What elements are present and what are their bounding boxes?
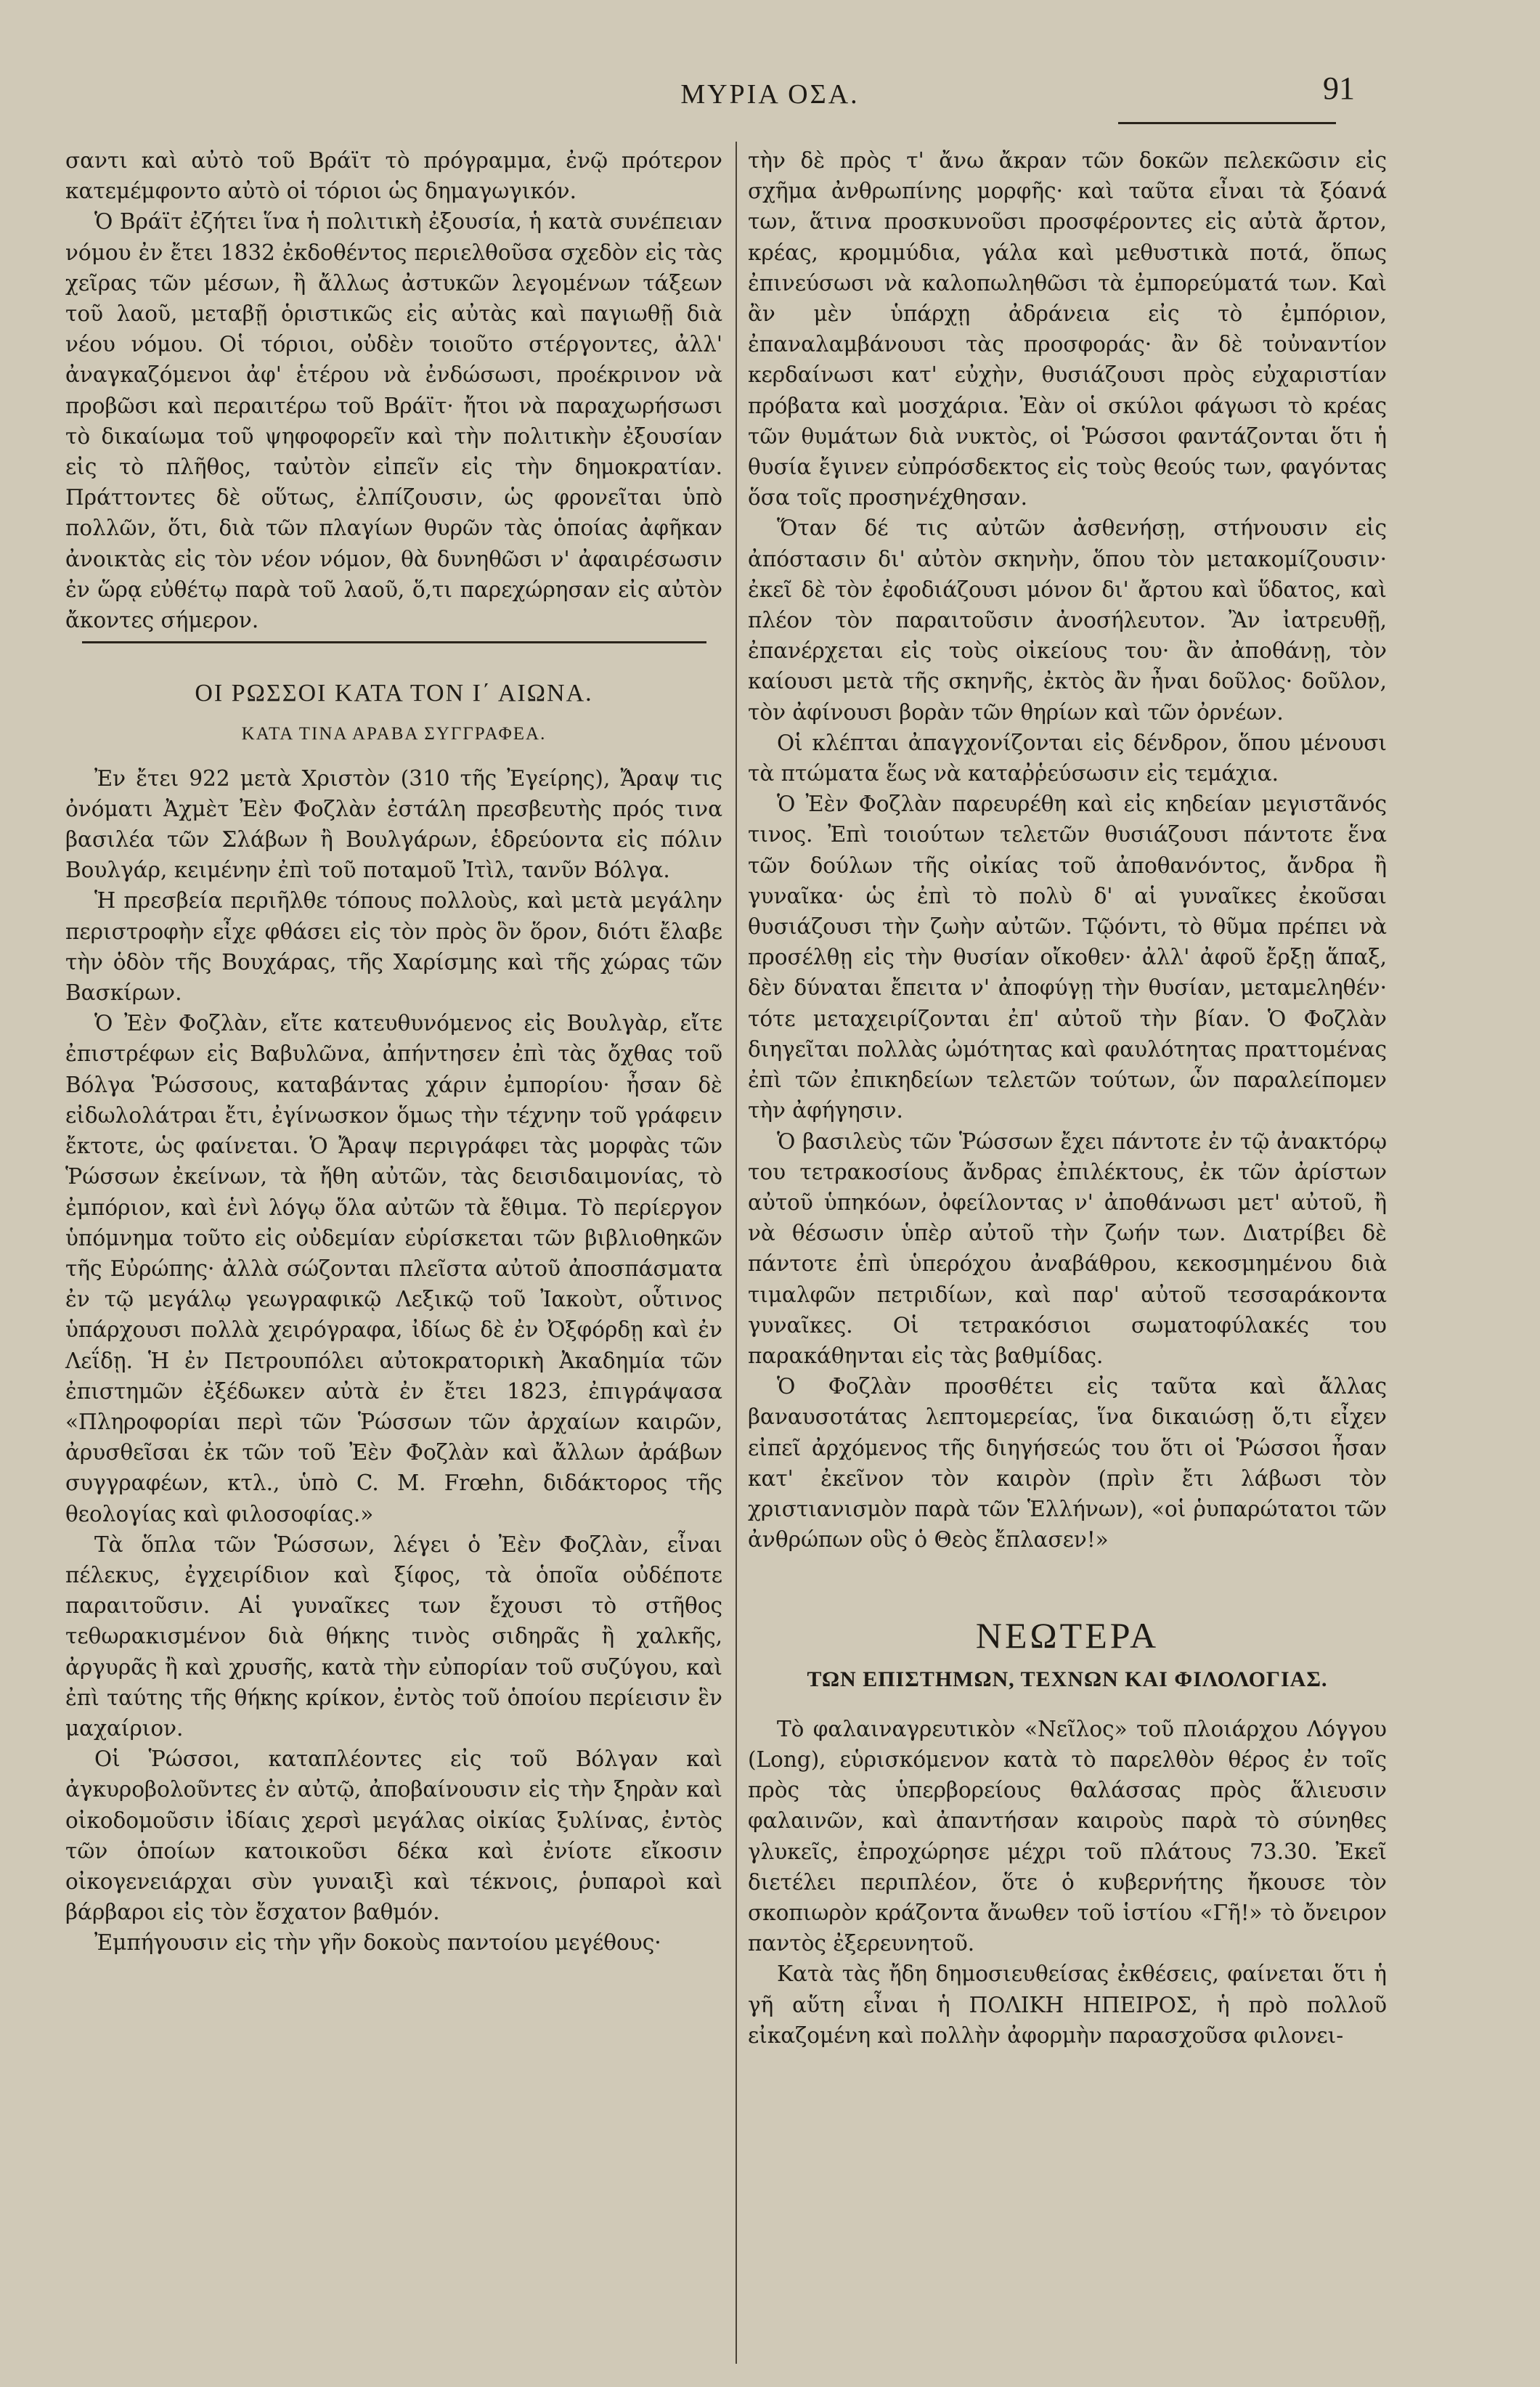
section-subtitle-news: ΤΩΝ ΕΠΙΣΤΗΜΩΝ, ΤΕΧΝΩΝ ΚΑΙ ΦΙΛΟΛΟΓΙΑΣ.	[807, 1667, 1328, 1691]
paragraph: Οἱ κλέπται ἀπαγχονίζονται εἰς δένδρον, ὅπου μένουσι τὰ πτώματα ἕως νὰ καταῤῥεύσωσιν εἰς τεμάχια.	[748, 730, 1387, 786]
paragraph: Κατὰ τὰς ἤδη δημοσιευθείσας ἐκθέσεις, φαίνεται ὅτι ἡ γῆ αὕτη εἶναι ἡ ΠΟΛΙΚΗ ΗΠΕΙΡΟΣ, ἡ πρὸ πολλοῦ εἰκαζομένη καὶ πολλὴν ἀφορμὴν παρασχοῦσα φιλονει-	[748, 1961, 1387, 2048]
section-title-news: ΝΕΩΤΕΡΑ	[975, 1615, 1160, 1656]
running-header-title: ΜΥΡΙΑ ΟΣΑ.	[680, 79, 860, 110]
left-column	[65, 145, 722, 1959]
section-title-russians: ΟΙ ΡΩΣΣΟΙ ΚΑΤΑ ΤΟΝ Ι΄ ΑΙΩΝΑ.	[195, 680, 593, 707]
paragraph: Οἱ Ῥώσσοι, καταπλέοντες εἰς τοῦ Βόλγαν καὶ ἀγκυροβολοῦντες ἐν αὐτῷ, ἀποβαίνουσιν εἰς τὴν ξηρὰν καὶ οἰκοδομοῦσιν ἰδίαις χερσὶ μεγάλας οἰκίας ξυλίνας, ἐντὸς τῶν ὁποίων κατοικοῦσι δέκα καὶ ἐνίοτε εἴκοσιν οἰκογενειάρχαι σὺν γυναιξὶ καὶ τέκνοις, ῥυπαροὶ καὶ βάρβαροι εἰς τὸν ἔσχατον βαθμόν.	[65, 1746, 722, 1925]
header-rule	[1118, 122, 1336, 124]
paragraph: Ἐν ἔτει 922 μετὰ Χριστὸν (310 τῆς Ἐγείρης), Ἄραψ τις ὀνόματι Ἀχμὲτ Ἐὲν Φοζλὰν ἐστάλη πρεσβευτὴς πρός τινα βασιλέα τῶν Σλάβων ἢ Βουλγάρων, ἑδρεύοντα εἰς πόλιν Βουλγάρ, κειμένην ἐπὶ τοῦ ποταμοῦ Ἰτὶλ, τανῦν Βόλγα.	[65, 765, 722, 883]
paragraph: Ὁ βασιλεὺς τῶν Ῥώσσων ἔχει πάντοτε ἐν τῷ ἀνακτόρῳ του τετρακοσίους ἄνδρας ἐπιλέκτους, ἐκ τῶν ἀρίστων αὐτοῦ ὑπηκόων, ὀφείλοντας ν' ἀποθάνωσι μετ' αὐτοῦ, ἢ νὰ θέσωσιν ὑπὲρ αὐτοῦ τὴν ζωήν των. Διατρίβει δὲ πάντοτε ἐπὶ ὑπερόχου ἀναβάθρου, κεκοσμημένου διὰ τιμαλφῶν πετριδίων, καὶ παρ' αὐτοῦ τεσσαράκοντα γυναῖκες. Οἱ τετρακόσιοι σωματοφύλακές του παρακάθηνται εἰς τὰς βαθμίδας.	[748, 1129, 1387, 1368]
right-column	[748, 145, 1387, 2051]
paragraph-continuation: σαντι καὶ αὐτὸ τοῦ Βράϊτ τὸ πρόγραμμα, ἐνῷ πρότερον κατεμέμφοντο αὐτὸ οἱ τόριοι ὡς δημαγωγικόν.	[65, 148, 722, 204]
column-divider	[736, 142, 737, 2364]
paragraph: Τὰ ὅπλα τῶν Ῥώσσων, λέγει ὁ Ἐὲν Φοζλὰν, εἶναι πέλεκυς, ἐγχειρίδιον καὶ ξίφος, τὰ ὁποῖα οὐδέποτε παραιτοῦσιν. Αἱ γυναῖκες των ἔχουσι τὸ στῆθος τεθωρακισμένον διὰ θήκης τινὸς σιδηρᾶς ἢ χαλκῆς, ἀργυρᾶς ἢ καὶ χρυσῆς, κατὰ τὴν εὐπορίαν τοῦ συζύγου, καὶ ἐπὶ ταύτης τῆς θήκης κρίκον, ἐντὸς τοῦ ὁποίου περίεισιν ἓν μαχαίριον.	[65, 1532, 722, 1741]
paragraph: Ἡ πρεσβεία περιῆλθε τόπους πολλοὺς, καὶ μετὰ μεγάλην περιστροφὴν εἶχε φθάσει εἰς τὸν πρὸς ὃν ὅρον, διότι ἔλαβε τὴν ὁδὸν τῆς Βουχάρας, τῆς Χαρίσμης καὶ τῆς χώρας τῶν Βασκίρων.	[65, 888, 722, 1006]
section-subtitle-russians: ΚΑΤΑ ΤΙΝΑ ΑΡΑΒΑ ΣΥΓΓΡΑΦΕΑ.	[241, 724, 547, 744]
paragraph: Ὅταν δέ τις αὐτῶν ἀσθενήσῃ, στήνουσιν εἰς ἀπόστασιν δι' αὐτὸν σκηνὴν, ὅπου τὸν μετακομίζουσιν· ἐκεῖ δὲ τὸν ἐφοδιάζουσι μόνον δι' ἄρτου καὶ ὕδατος, καὶ πλέον τὸν παραιτοῦσιν ἀνοσήλευτον. Ἂν ἰατρευθῇ, ἐπανέρχεται εἰς τοὺς οἰκείους του· ἂν ἀποθάνῃ, τὸν καίουσι μετὰ τῆς σκηνῆς, ἐκτὸς ἂν ἦναι δοῦλος· δοῦλον, τὸν ἀφίνουσι βορὰν τῶν θηρίων καὶ τῶν ὀρνέων.	[748, 516, 1387, 725]
paragraph: Ὁ Ἐὲν Φοζλὰν, εἴτε κατευθυνόμενος εἰς Βουλγὰρ, εἴτε ἐπιστρέφων εἰς Βαβυλῶνα, ἀπήντησεν ἐπὶ τὰς ὄχθας τοῦ Βόλγα Ῥώσσους, καταβάντας χάριν ἐμπορίου· ἦσαν δὲ εἰδωλολάτραι ἔτι, ἐγίνωσκον ὅμως τὴν τέχνην τοῦ γράφειν ἔκτοτε, ὡς φαίνεται. Ὁ Ἄραψ περιγράφει τὰς μορφὰς τῶν Ῥώσσων ἐκείνων, τὰ ἤθη αὐτῶν, τὰς δεισιδαιμονίας, τὸ ἐμπόριον, καὶ ἑνὶ λόγῳ ὅλα αὐτῶν τὰ ἔθιμα. Τὸ περίεργον ὑπόμνημα τοῦτο εἰς οὐδεμίαν εὑρίσκεται τῶν βιβλιοθηκῶν τῆς Εὐρώπης· ἀλλὰ σώζονται πλεῖστα αὐτοῦ ἀποσπάσματα ἐν τῷ μεγάλῳ γεωγραφικῷ Λεξικῷ τοῦ Ἰακοὺτ, οὗτινος ὑπάρχουσι πολλὰ χειρόγραφα, ἰδίως δὲ ἐν Ὀξφόρδῃ καὶ ἐν Λεΐδῃ. Ἡ ἐν Πετρουπόλει αὐτοκρατορικὴ Ἀκαδημία τῶν ἐπιστημῶν ἐξέδωκεν αὐτὰ ἐν ἔτει 1823, ἐπιγράψασα «Πληροφορίαι περὶ τῶν Ῥώσσων τῶν ἀρχαίων καιρῶν, ἀρυσθεῖσαι ἐκ τῶν τοῦ Ἐὲν Φοζλὰν καὶ ἄλλων ἀράβων συγγραφέων, κτλ., ὑπὸ C. M. Frœhn, διδάκτορος τῆς θεολογίας καὶ φιλοσοφίας.»	[65, 1011, 722, 1526]
paragraph-continuation: τὴν δὲ πρὸς τ' ἄνω ἄκραν τῶν δοκῶν πελεκῶσιν εἰς σχῆμα ἀνθρωπίνης μορφῆς· καὶ ταῦτα εἶναι τὰ ξόανά των, ἅτινα προσκυνοῦσι προσφέροντες εἰς αὐτὰ ἄρτον, κρέας, κρομμύδια, γάλα καὶ μεθυστικὰ ποτά, ὅπως ἐπινεύσωσι νὰ καλοπωληθῶσι τὰ ἐμπορεύματά των. Καὶ ἂν μὲν ὑπάρχῃ ἀδράνεια εἰς τὸ ἐμπόριον, ἐπαναλαμβάνουσι τὰς προσφοράς· ἂν δὲ τοὐναντίον κερδαίνωσι κατ' εὐχὴν, θυσιάζουσι πρὸς εὐχαριστίαν πρόβατα καὶ μοσχάρια. Ἐὰν οἱ σκύλοι φάγωσι τὸ κρέας τῶν θυμάτων διὰ νυκτὸς, οἱ Ῥώσσοι φαντάζονται ὅτι ἡ θυσία ἔγινεν εὐπρόσδεκτος εἰς τοὺς θεούς των, φαγόντας ὅσα τοῖς προσηνέχθησαν.	[748, 148, 1387, 511]
page-number: 91	[1323, 70, 1355, 106]
paragraph: Ὁ Ἐὲν Φοζλὰν παρευρέθη καὶ εἰς κηδείαν μεγιστᾶνός τινος. Ἐπὶ τοιούτων τελετῶν θυσιάζουσι πάντοτε ἕνα τῶν δούλων τῆς οἰκίας τοῦ ἀποθανόντος, ἄνδρα ἢ γυναῖκα· ὡς ἐπὶ τὸ πολὺ δ' αἱ γυναῖκες ἐκοῦσαι θυσιάζουσι τὴν ζωὴν αὐτῶν. Τῷόντι, τὸ θῦμα πρέπει νὰ προσέλθῃ εἰς τὴν θυσίαν οἴκοθεν· ἀλλ' ἀφοῦ ἔρξῃ ἅπαξ, δὲν δύναται ἔπειτα ν' ἀποφύγῃ τὴν θυσίαν, μεταμεληθέν· τότε μεταχειρίζονται ἐπ' αὐτοῦ τὴν βίαν. Ὁ Φοζλὰν διηγεῖται πολλὰς ὠμότητας καὶ φαυλότητας πραττομένας ἐπὶ τῶν ἐπικηδείων τελετῶν τούτων, ὧν παραλείπομεν τὴν ἀφήγησιν.	[748, 792, 1387, 1123]
paragraph: Ἐμπήγουσιν εἰς τὴν γῆν δοκοὺς παντοίου μεγέθους·	[94, 1930, 661, 1956]
paragraph: Τὸ φαλαιναγρευτικὸν «Νεῖλος» τοῦ πλοιάρχου Λόγγου (Long), εὑρισκόμενον κατὰ τὸ παρελθὸν θέρος ἐν τοῖς πρὸς τὰς ὑπερβορείους θαλάσσας πρὸς ἅλιευσιν φαλαινῶν, καὶ ἀπαντήσαν καιροὺς παρὰ τὸ σύνηθες γλυκεῖς, ἐπροχώρησε μέχρι τοῦ πλάτους 73.30. Ἐκεῖ διετέλει περιπλέον, ὅτε ὁ κυβερνήτης ἤκουσε τὸν σκοπιωρὸν κράζοντα ἄνωθεν τοῦ ἱστίου «Γῆ!» τὸ ὄνειρον παντὸς ἐξερευνητοῦ.	[748, 1716, 1387, 1956]
section-separator	[82, 641, 706, 643]
paragraph: Ὁ Βράϊτ ἐζήτει ἵνα ἡ πολιτικὴ ἐξουσία, ἡ κατὰ συνέπειαν νόμου ἐν ἔτει 1832 ἐκδοθέντος περιελθοῦσα σχεδὸν εἰς τὰς χεῖρας τῶν μέσων, ἢ ἄλλως ἀστυκῶν λεγομένων τάξεων τοῦ λαοῦ, μεταβῇ ὁριστικῶς εἰς αὐτὰς καὶ παγιωθῇ διὰ νέου νόμου. Οἱ τόριοι, οὐδὲν τοιοῦτο στέργοντες, ἀλλ' ἀναγκαζόμενοι ἀφ' ἑτέρου νὰ ἐνδώσωσι, προέκρινον νὰ προβῶσι καὶ περαιτέρω τοῦ Βράϊτ· ἤτοι νὰ παραχωρήσωσι τὸ δικαίωμα τοῦ ψηφοφορεῖν καὶ τὴν πολιτικὴν ἐξουσίαν εἰς τὸ πλῆθος, ταὐτὸν εἰπεῖν εἰς τὴν δημοκρατίαν. Πράττοντες δὲ οὕτως, ἐλπίζουσιν, ὡς φρονεῖται ὑπὸ πολλῶν, ὅτι, διὰ τῶν πλαγίων θυρῶν τὰς ὁποίας ἀφῆκαν ἀνοικτὰς εἰς τὸν νέον νόμον, θὰ δυνηθῶσι ν' ἀφαιρέσωσιν ἐν ὥρᾳ εὐθέτῳ παρὰ τοῦ λαοῦ, ὅ,τι παρεχώρησαν εἰς αὐτὸν ἄκοντες σήμερον.	[65, 209, 722, 633]
paragraph: Ὁ Φοζλὰν προσθέτει εἰς ταῦτα καὶ ἄλλας βαναυσοτάτας λεπτομερείας, ἵνα δικαιώσῃ ὅ,τι εἶχεν εἰπεῖ ἀρχόμενος τῆς διηγήσεώς του ὅτι οἱ Ῥώσσοι ἦσαν κατ' ἐκεῖνον τὸν καιρὸν (πρὶν ἔτι λάβωσι τὸν χριστιανισμὸν παρὰ τῶν Ἑλλήνων), «οἱ ῥυπαρώτατοι τῶν ἀνθρώπων οὓς ὁ Θεὸς ἔπλασεν!»	[748, 1374, 1387, 1553]
